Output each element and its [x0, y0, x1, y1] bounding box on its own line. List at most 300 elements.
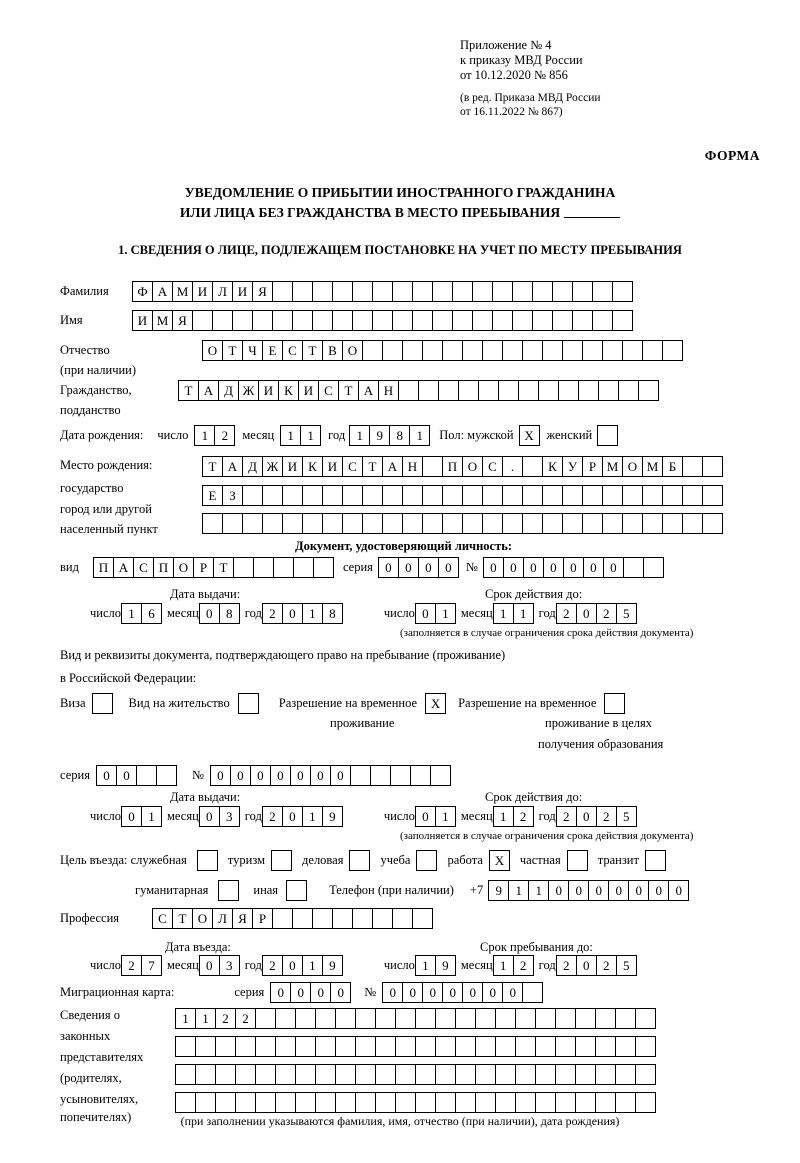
citizenship-input-cell[interactable]: Д — [218, 380, 239, 401]
migration-series-input-cell[interactable]: 0 — [330, 982, 351, 1003]
birth-day-input-cell[interactable]: 1 — [194, 425, 215, 446]
permit-number-input-cell[interactable]: 0 — [310, 765, 331, 786]
legal-rep-row1-input-cell[interactable] — [635, 1008, 656, 1029]
birthplace-row2-input-cell[interactable] — [502, 485, 523, 506]
doc-number-input-cell[interactable]: 0 — [583, 557, 604, 578]
legal-rep-row3-input-cell[interactable] — [515, 1064, 536, 1085]
birth-year-input-cell[interactable]: 1 — [409, 425, 430, 446]
citizenship-input-cell[interactable] — [458, 380, 479, 401]
stay-month-input[interactable] — [493, 955, 533, 976]
stay-year-input-cell[interactable]: 2 — [556, 955, 577, 976]
legal-rep-row2-input-cell[interactable] — [455, 1036, 476, 1057]
legal-rep-row3-input-cell[interactable] — [255, 1064, 276, 1085]
legal-rep-row3-input-cell[interactable] — [355, 1064, 376, 1085]
name-input-cell[interactable]: И — [132, 310, 153, 331]
purpose-humanitarian-checkbox[interactable] — [218, 880, 239, 901]
birthplace-row2-input-cell[interactable] — [422, 485, 443, 506]
doc-valid-year-input-cell[interactable]: 0 — [576, 603, 597, 624]
citizenship-input[interactable] — [178, 380, 658, 401]
doc-valid-year-input-cell[interactable]: 2 — [556, 603, 577, 624]
permit-number-input-cell[interactable]: 0 — [330, 765, 351, 786]
doc-kind-input-cell[interactable]: П — [153, 557, 174, 578]
patronymic-input-cell[interactable]: В — [322, 340, 343, 361]
legal-rep-row1-input-cell[interactable]: 1 — [195, 1008, 216, 1029]
migration-series-input-cell[interactable]: 0 — [270, 982, 291, 1003]
name-input[interactable] — [132, 310, 632, 331]
surname-input[interactable] — [132, 281, 632, 302]
birthplace-row1-input-cell[interactable]: У — [562, 456, 583, 477]
birth-year-input-cell[interactable]: 9 — [369, 425, 390, 446]
legal-rep-row2-input-cell[interactable] — [495, 1036, 516, 1057]
birthplace-row1-input-cell[interactable]: Ж — [262, 456, 283, 477]
surname-input-cell[interactable] — [532, 281, 553, 302]
birthplace-row3-input[interactable] — [202, 513, 722, 534]
patronymic-input-cell[interactable] — [462, 340, 483, 361]
birthplace-row2-input-cell[interactable] — [482, 485, 503, 506]
legal-rep-row3-input-cell[interactable] — [295, 1064, 316, 1085]
patronymic-input-cell[interactable] — [442, 340, 463, 361]
birthplace-row2-input-cell[interactable] — [282, 485, 303, 506]
purpose-private-checkbox[interactable] — [567, 850, 588, 871]
citizenship-input-cell[interactable]: И — [258, 380, 279, 401]
doc-kind-input-cell[interactable]: А — [113, 557, 134, 578]
citizenship-input-cell[interactable] — [478, 380, 499, 401]
birthplace-row2-input-cell[interactable] — [562, 485, 583, 506]
permit-number-input-cell[interactable] — [390, 765, 411, 786]
name-input-cell[interactable]: Я — [172, 310, 193, 331]
legal-rep-row2-input-cell[interactable] — [595, 1036, 616, 1057]
birthplace-row2-input-cell[interactable] — [602, 485, 623, 506]
birthplace-row2-input-cell[interactable] — [362, 485, 383, 506]
citizenship-input-cell[interactable]: И — [298, 380, 319, 401]
name-input-cell[interactable] — [292, 310, 313, 331]
profession-input-cell[interactable] — [312, 908, 333, 929]
legal-rep-row3-input-cell[interactable] — [455, 1064, 476, 1085]
legal-rep-row2-input-cell[interactable] — [315, 1036, 336, 1057]
surname-input-cell[interactable]: М — [172, 281, 193, 302]
legal-rep-row3-input-cell[interactable] — [495, 1064, 516, 1085]
permit-number-input-cell[interactable]: 0 — [270, 765, 291, 786]
permit-valid-year-input-cell[interactable]: 5 — [616, 806, 637, 827]
phone-input-cell[interactable]: 1 — [528, 880, 549, 901]
citizenship-input-cell[interactable]: А — [358, 380, 379, 401]
doc-number-input-cell[interactable] — [643, 557, 664, 578]
doc-valid-month-input-cell[interactable]: 1 — [513, 603, 534, 624]
doc-valid-year-input-cell[interactable]: 5 — [616, 603, 637, 624]
birthplace-row3-input-cell[interactable] — [502, 513, 523, 534]
surname-input-cell[interactable] — [572, 281, 593, 302]
surname-input-cell[interactable] — [612, 281, 633, 302]
surname-input-cell[interactable]: Ф — [132, 281, 153, 302]
birthplace-row1-input-cell[interactable]: П — [442, 456, 463, 477]
citizenship-input-cell[interactable] — [598, 380, 619, 401]
doc-number-input[interactable] — [483, 557, 663, 578]
legal-rep-row2-input-cell[interactable] — [355, 1036, 376, 1057]
patronymic-input-cell[interactable] — [642, 340, 663, 361]
legal-rep-row1-input-cell[interactable] — [575, 1008, 596, 1029]
phone-input-cell[interactable]: 0 — [568, 880, 589, 901]
birthplace-row3-input-cell[interactable] — [202, 513, 223, 534]
birthplace-row3-input-cell[interactable] — [222, 513, 243, 534]
birthplace-row3-input-cell[interactable] — [402, 513, 423, 534]
migration-number-input-cell[interactable]: 0 — [422, 982, 443, 1003]
surname-input-cell[interactable] — [312, 281, 333, 302]
doc-number-input-cell[interactable] — [623, 557, 644, 578]
doc-valid-year-input-cell[interactable]: 2 — [596, 603, 617, 624]
profession-input-cell[interactable]: С — [152, 908, 173, 929]
doc-valid-day-input-cell[interactable]: 0 — [415, 603, 436, 624]
permit-number-input-cell[interactable]: 0 — [290, 765, 311, 786]
doc-kind-input-cell[interactable]: П — [93, 557, 114, 578]
doc-kind-input[interactable] — [93, 557, 333, 578]
birthplace-row1-input-cell[interactable]: О — [622, 456, 643, 477]
permit-issue-month-input-cell[interactable]: 0 — [199, 806, 220, 827]
profession-input-cell[interactable]: Л — [212, 908, 233, 929]
birthplace-row2-input-cell[interactable] — [662, 485, 683, 506]
legal-rep-row1-input-cell[interactable] — [315, 1008, 336, 1029]
doc-issue-day-input-cell[interactable]: 6 — [141, 603, 162, 624]
citizenship-input-cell[interactable] — [398, 380, 419, 401]
birthplace-row1-input-cell[interactable]: Р — [582, 456, 603, 477]
birthplace-row3-input-cell[interactable] — [422, 513, 443, 534]
doc-kind-input-cell[interactable] — [273, 557, 294, 578]
birthplace-row2-input-cell[interactable] — [642, 485, 663, 506]
purpose-transit-checkbox[interactable] — [645, 850, 666, 871]
surname-input-cell[interactable]: А — [152, 281, 173, 302]
name-input-cell[interactable] — [192, 310, 213, 331]
legal-rep-row3-input-cell[interactable] — [555, 1064, 576, 1085]
doc-kind-input-cell[interactable]: Т — [213, 557, 234, 578]
permit-issue-year-input-cell[interactable]: 2 — [262, 806, 283, 827]
legal-rep-row1-input-cell[interactable] — [495, 1008, 516, 1029]
legal-rep-row4-input-cell[interactable] — [615, 1092, 636, 1113]
legal-rep-row1-input-cell[interactable] — [515, 1008, 536, 1029]
permit-number-input-cell[interactable]: 0 — [250, 765, 271, 786]
doc-number-input-cell[interactable]: 0 — [503, 557, 524, 578]
birthplace-row1-input-cell[interactable] — [522, 456, 543, 477]
name-input-cell[interactable] — [532, 310, 553, 331]
entry-year-input-cell[interactable]: 2 — [262, 955, 283, 976]
patronymic-input-cell[interactable] — [622, 340, 643, 361]
citizenship-input-cell[interactable] — [618, 380, 639, 401]
permit-valid-day-input[interactable] — [415, 806, 455, 827]
phone-input-cell[interactable]: 0 — [588, 880, 609, 901]
doc-number-input-cell[interactable]: 0 — [543, 557, 564, 578]
legal-rep-row3-input-cell[interactable] — [235, 1064, 256, 1085]
legal-rep-row4-input-cell[interactable] — [575, 1092, 596, 1113]
legal-rep-row3-input-cell[interactable] — [175, 1064, 196, 1085]
permit-valid-month-input-cell[interactable]: 2 — [513, 806, 534, 827]
legal-rep-row2-input-cell[interactable] — [555, 1036, 576, 1057]
birthplace-row2-input-cell[interactable] — [462, 485, 483, 506]
birthplace-row2-input-cell[interactable] — [522, 485, 543, 506]
surname-input-cell[interactable]: И — [192, 281, 213, 302]
permit-valid-year-input-cell[interactable]: 0 — [576, 806, 597, 827]
legal-rep-row3-input-cell[interactable] — [475, 1064, 496, 1085]
legal-rep-row3-input-cell[interactable] — [415, 1064, 436, 1085]
profession-input-cell[interactable] — [292, 908, 313, 929]
citizenship-input-cell[interactable]: С — [318, 380, 339, 401]
doc-series-input-cell[interactable]: 0 — [378, 557, 399, 578]
birthplace-row1-input[interactable] — [202, 456, 722, 477]
birthplace-row2-input-cell[interactable] — [402, 485, 423, 506]
legal-rep-row4-input-cell[interactable] — [195, 1092, 216, 1113]
name-input-cell[interactable] — [592, 310, 613, 331]
birthplace-row1-input-cell[interactable]: И — [322, 456, 343, 477]
permit-issue-day-input-cell[interactable]: 0 — [121, 806, 142, 827]
legal-rep-row4-input-cell[interactable] — [435, 1092, 456, 1113]
permit-number-input-cell[interactable]: 0 — [210, 765, 231, 786]
legal-rep-row1-input-cell[interactable] — [255, 1008, 276, 1029]
surname-input-cell[interactable] — [272, 281, 293, 302]
entry-day-input[interactable] — [121, 955, 161, 976]
entry-year-input-cell[interactable]: 1 — [302, 955, 323, 976]
doc-issue-year-input-cell[interactable]: 0 — [282, 603, 303, 624]
legal-rep-row1-input-cell[interactable]: 2 — [215, 1008, 236, 1029]
profession-input-cell[interactable] — [332, 908, 353, 929]
birthplace-row2-input-cell[interactable] — [582, 485, 603, 506]
legal-rep-row4-input-cell[interactable] — [555, 1092, 576, 1113]
name-input-cell[interactable] — [392, 310, 413, 331]
sex-female-checkbox[interactable] — [597, 425, 618, 446]
birthplace-row2-input-cell[interactable] — [542, 485, 563, 506]
patronymic-input-cell[interactable] — [522, 340, 543, 361]
birthplace-row2-input-cell[interactable] — [622, 485, 643, 506]
birthplace-row1-input-cell[interactable]: М — [602, 456, 623, 477]
doc-issue-day-input[interactable] — [121, 603, 161, 624]
patronymic-input-cell[interactable] — [542, 340, 563, 361]
citizenship-input-cell[interactable]: Н — [378, 380, 399, 401]
legal-rep-row1-input-cell[interactable] — [455, 1008, 476, 1029]
legal-rep-row4-input-cell[interactable] — [475, 1092, 496, 1113]
legal-rep-row2-input-cell[interactable] — [215, 1036, 236, 1057]
permit-number-input-cell[interactable] — [370, 765, 391, 786]
birthplace-row3-input-cell[interactable] — [342, 513, 363, 534]
birth-day-input-cell[interactable]: 2 — [214, 425, 235, 446]
phone-input-cell[interactable]: 0 — [548, 880, 569, 901]
phone-input-cell[interactable]: 0 — [648, 880, 669, 901]
birthplace-row1-input-cell[interactable]: О — [462, 456, 483, 477]
doc-issue-year-input[interactable] — [262, 603, 342, 624]
entry-day-input-cell[interactable]: 2 — [121, 955, 142, 976]
citizenship-input-cell[interactable] — [418, 380, 439, 401]
legal-rep-row2-input-cell[interactable] — [615, 1036, 636, 1057]
doc-series-input[interactable] — [378, 557, 458, 578]
doc-issue-day-input-cell[interactable]: 1 — [121, 603, 142, 624]
entry-day-input-cell[interactable]: 7 — [141, 955, 162, 976]
migration-number-input-cell[interactable]: 0 — [402, 982, 423, 1003]
doc-series-input-cell[interactable]: 0 — [438, 557, 459, 578]
birthplace-row3-input-cell[interactable] — [242, 513, 263, 534]
permit-valid-day-input-cell[interactable]: 1 — [435, 806, 456, 827]
doc-kind-input-cell[interactable] — [293, 557, 314, 578]
legal-rep-row3-input-cell[interactable] — [535, 1064, 556, 1085]
legal-rep-row2-input-cell[interactable] — [415, 1036, 436, 1057]
birthplace-row2-input-cell[interactable] — [442, 485, 463, 506]
stay-day-input[interactable] — [415, 955, 455, 976]
permit-series-input-cell[interactable] — [156, 765, 177, 786]
birthplace-row2-input-cell[interactable] — [702, 485, 723, 506]
birthplace-row3-input-cell[interactable] — [302, 513, 323, 534]
legal-rep-row2-input-cell[interactable] — [635, 1036, 656, 1057]
migration-number-input-cell[interactable]: 0 — [442, 982, 463, 1003]
legal-rep-row2-input[interactable] — [175, 1036, 655, 1057]
legal-rep-row1-input-cell[interactable] — [395, 1008, 416, 1029]
birthplace-row1-input-cell[interactable]: Б — [662, 456, 683, 477]
birthplace-row3-input-cell[interactable] — [622, 513, 643, 534]
doc-issue-month-input-cell[interactable]: 8 — [219, 603, 240, 624]
surname-input-cell[interactable] — [332, 281, 353, 302]
name-input-cell[interactable] — [552, 310, 573, 331]
temp-residence-checkbox[interactable]: Х — [425, 693, 446, 714]
surname-input-cell[interactable] — [292, 281, 313, 302]
permit-number-input-cell[interactable] — [410, 765, 431, 786]
birthplace-row3-input-cell[interactable] — [462, 513, 483, 534]
birthplace-row3-input-cell[interactable] — [442, 513, 463, 534]
citizenship-input-cell[interactable]: Т — [338, 380, 359, 401]
doc-valid-month-input[interactable] — [493, 603, 533, 624]
permit-number-input-cell[interactable] — [350, 765, 371, 786]
birthplace-row1-input-cell[interactable]: Н — [402, 456, 423, 477]
migration-number-input-cell[interactable]: 0 — [482, 982, 503, 1003]
permit-valid-month-input[interactable] — [493, 806, 533, 827]
migration-number-input-cell[interactable]: 0 — [502, 982, 523, 1003]
doc-number-input-cell[interactable]: 0 — [603, 557, 624, 578]
legal-rep-row4-input-cell[interactable] — [255, 1092, 276, 1113]
birthplace-row1-input-cell[interactable]: И — [282, 456, 303, 477]
patronymic-input-cell[interactable]: С — [282, 340, 303, 361]
doc-kind-input-cell[interactable]: С — [133, 557, 154, 578]
surname-input-cell[interactable] — [552, 281, 573, 302]
doc-kind-input-cell[interactable] — [253, 557, 274, 578]
doc-issue-month-input-cell[interactable]: 0 — [199, 603, 220, 624]
patronymic-input-cell[interactable]: Ч — [242, 340, 263, 361]
legal-rep-row4-input[interactable] — [175, 1092, 655, 1113]
legal-rep-row1-input-cell[interactable]: 1 — [175, 1008, 196, 1029]
surname-input-cell[interactable] — [372, 281, 393, 302]
legal-rep-row2-input-cell[interactable] — [195, 1036, 216, 1057]
entry-month-input-cell[interactable]: 0 — [199, 955, 220, 976]
surname-input-cell[interactable]: Л — [212, 281, 233, 302]
legal-rep-row1-input-cell[interactable] — [615, 1008, 636, 1029]
stay-month-input-cell[interactable]: 2 — [513, 955, 534, 976]
legal-rep-row3-input-cell[interactable] — [335, 1064, 356, 1085]
birthplace-row3-input-cell[interactable] — [482, 513, 503, 534]
profession-input-cell[interactable] — [392, 908, 413, 929]
legal-rep-row1-input-cell[interactable] — [475, 1008, 496, 1029]
citizenship-input-cell[interactable]: А — [198, 380, 219, 401]
birthplace-row1-input-cell[interactable]: Т — [362, 456, 383, 477]
entry-month-input[interactable] — [199, 955, 239, 976]
surname-input-cell[interactable] — [512, 281, 533, 302]
purpose-work-checkbox[interactable]: Х — [489, 850, 510, 871]
patronymic-input-cell[interactable]: Т — [222, 340, 243, 361]
purpose-study-checkbox[interactable] — [416, 850, 437, 871]
birthplace-row1-input-cell[interactable]: Т — [202, 456, 223, 477]
migration-series-input-cell[interactable]: 0 — [290, 982, 311, 1003]
name-input-cell[interactable] — [512, 310, 533, 331]
legal-rep-row2-input-cell[interactable] — [235, 1036, 256, 1057]
profession-input-cell[interactable] — [272, 908, 293, 929]
edu-residence-checkbox[interactable] — [604, 693, 625, 714]
birth-day-input[interactable] — [194, 425, 234, 446]
legal-rep-row1-input-cell[interactable] — [535, 1008, 556, 1029]
birthplace-row3-input-cell[interactable] — [542, 513, 563, 534]
doc-valid-year-input[interactable] — [556, 603, 636, 624]
birthplace-row3-input-cell[interactable] — [702, 513, 723, 534]
birthplace-row3-input-cell[interactable] — [662, 513, 683, 534]
legal-rep-row4-input-cell[interactable] — [335, 1092, 356, 1113]
legal-rep-row3-input-cell[interactable] — [395, 1064, 416, 1085]
purpose-service-checkbox[interactable] — [197, 850, 218, 871]
legal-rep-row1-input-cell[interactable] — [555, 1008, 576, 1029]
birth-month-input-cell[interactable]: 1 — [300, 425, 321, 446]
birthplace-row1-input-cell[interactable]: С — [342, 456, 363, 477]
surname-input-cell[interactable] — [352, 281, 373, 302]
birth-year-input-cell[interactable]: 1 — [349, 425, 370, 446]
profession-input-cell[interactable]: Т — [172, 908, 193, 929]
phone-input-cell[interactable]: 9 — [488, 880, 509, 901]
birthplace-row1-input-cell[interactable]: К — [302, 456, 323, 477]
citizenship-input-cell[interactable]: Т — [178, 380, 199, 401]
permit-issue-month-input-cell[interactable]: 3 — [219, 806, 240, 827]
permit-series-input-cell[interactable]: 0 — [116, 765, 137, 786]
birthplace-row1-input-cell[interactable]: М — [642, 456, 663, 477]
patronymic-input-cell[interactable] — [662, 340, 683, 361]
birthplace-row3-input-cell[interactable] — [602, 513, 623, 534]
doc-series-input-cell[interactable]: 0 — [418, 557, 439, 578]
birthplace-row3-input-cell[interactable] — [682, 513, 703, 534]
doc-issue-year-input-cell[interactable]: 2 — [262, 603, 283, 624]
legal-rep-row2-input-cell[interactable] — [475, 1036, 496, 1057]
permit-valid-month-input-cell[interactable]: 1 — [493, 806, 514, 827]
stay-month-input-cell[interactable]: 1 — [493, 955, 514, 976]
legal-rep-row4-input-cell[interactable] — [235, 1092, 256, 1113]
patronymic-input-cell[interactable] — [602, 340, 623, 361]
stay-year-input-cell[interactable]: 2 — [596, 955, 617, 976]
permit-issue-year-input-cell[interactable]: 0 — [282, 806, 303, 827]
migration-series-input-cell[interactable]: 0 — [310, 982, 331, 1003]
legal-rep-row3-input-cell[interactable] — [315, 1064, 336, 1085]
citizenship-input-cell[interactable] — [538, 380, 559, 401]
name-input-cell[interactable] — [612, 310, 633, 331]
citizenship-input-cell[interactable] — [438, 380, 459, 401]
residence-permit-checkbox[interactable] — [238, 693, 259, 714]
patronymic-input-cell[interactable] — [362, 340, 383, 361]
birthplace-row1-input-cell[interactable] — [702, 456, 723, 477]
surname-input-cell[interactable] — [432, 281, 453, 302]
permit-valid-year-input[interactable] — [556, 806, 636, 827]
patronymic-input-cell[interactable] — [482, 340, 503, 361]
migration-number-input-cell[interactable] — [522, 982, 543, 1003]
legal-rep-row3-input-cell[interactable] — [215, 1064, 236, 1085]
phone-input-cell[interactable]: 0 — [628, 880, 649, 901]
surname-input-cell[interactable] — [492, 281, 513, 302]
name-input-cell[interactable] — [472, 310, 493, 331]
legal-rep-row3-input[interactable] — [175, 1064, 655, 1085]
legal-rep-row4-input-cell[interactable] — [295, 1092, 316, 1113]
surname-input-cell[interactable] — [392, 281, 413, 302]
birthplace-row2-input-cell[interactable] — [242, 485, 263, 506]
birthplace-row1-input-cell[interactable] — [682, 456, 703, 477]
citizenship-input-cell[interactable] — [498, 380, 519, 401]
entry-year-input-cell[interactable]: 0 — [282, 955, 303, 976]
legal-rep-row3-input-cell[interactable] — [195, 1064, 216, 1085]
name-input-cell[interactable] — [272, 310, 293, 331]
birth-year-input[interactable] — [349, 425, 429, 446]
birthplace-row2-input-cell[interactable]: Е — [202, 485, 223, 506]
birthplace-row2-input-cell[interactable] — [262, 485, 283, 506]
